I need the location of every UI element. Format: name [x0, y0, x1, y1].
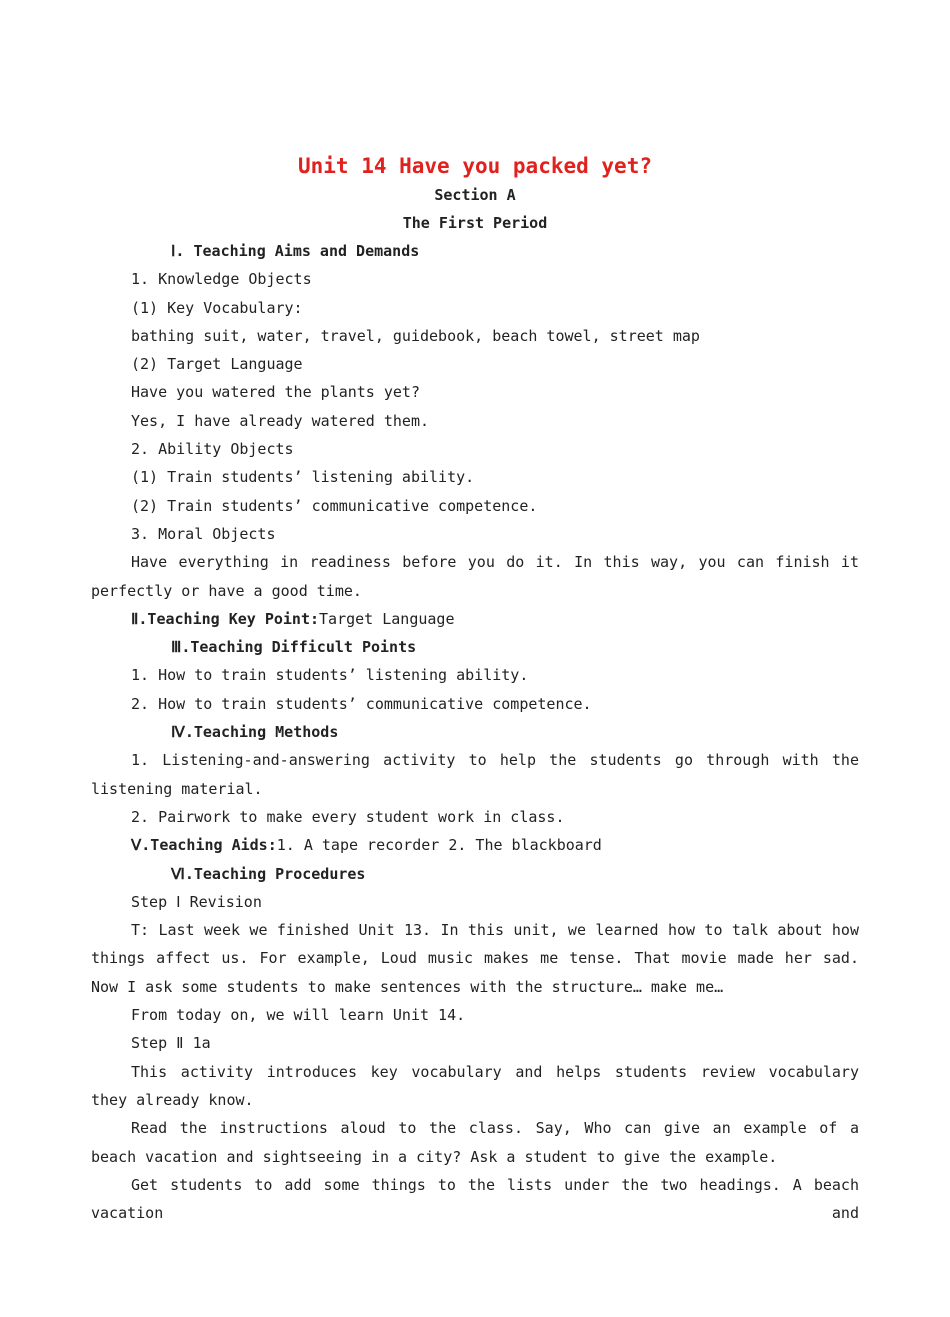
heading-text: Teaching Aids:: [150, 836, 277, 855]
line-from-today: From today on, we will learn Unit 14.: [131, 1006, 466, 1025]
paragraph-activity-intro: This activity introduces key vocabulary and helps students review vocabulary they already know.: [91, 1062, 859, 1109]
period-heading: The First Period: [402, 214, 548, 232]
line-knowledge-objects: 1. Knowledge Objects: [131, 270, 312, 289]
heading-teaching-aims: [91, 237, 859, 265]
line-listening-ability: (1) Train students’ listening ability.: [131, 468, 475, 487]
document-title: Unit 14 Have you packed yet?: [297, 154, 652, 178]
heading-number: Ⅱ.: [131, 609, 148, 628]
paragraph-teacher: T: Last week we finished Unit 13. In this unit, we learned how to talk about how things affect us. For example, Loud music makes me tense. That movie made her sad. Now I ask some students to make sentences with the structure… make me…: [91, 921, 859, 996]
line-step-2: Step Ⅱ 1a: [131, 1034, 211, 1053]
heading-text: Teaching Key Point:: [147, 609, 320, 628]
section-heading: Section A: [434, 186, 516, 204]
heading-number: Ⅰ.: [171, 242, 185, 260]
heading-text: Teaching Methods: [193, 723, 339, 742]
heading-text: Teaching Aims and Demands: [193, 242, 420, 260]
heading-teaching-aids: [91, 831, 859, 859]
line-moral-objects: 3. Moral Objects: [131, 524, 276, 543]
heading-number: Ⅵ.: [171, 864, 194, 883]
heading-text: Teaching Procedures: [193, 864, 366, 883]
heading-number: Ⅴ.: [131, 836, 151, 855]
line-step-1: Step Ⅰ Revision: [131, 892, 262, 911]
line-difficult-1: 1. How to train students’ listening ability.: [131, 666, 529, 685]
line-target-language: (2) Target Language: [131, 355, 303, 374]
heading-number: Ⅲ.: [171, 638, 191, 657]
heading-text: Teaching Difficult Points: [190, 638, 417, 657]
paragraph-read-instructions: Read the instructions aloud to the class. Say, Who can give an example of a beach vacation and sightseeing in a city? Ask a student to give the example.: [91, 1119, 859, 1166]
line-ability-objects: 2. Ability Objects: [131, 440, 294, 459]
line-vocabulary-list: bathing suit, water, travel, guidebook, beach towel, street map: [131, 326, 700, 345]
heading-key-point: [91, 605, 859, 633]
document-body: [91, 237, 859, 1227]
line-example-question: Have you watered the plants yet?: [131, 383, 420, 402]
heading-value: 1. A tape recorder 2. The blackboard: [276, 836, 602, 855]
paragraph-moral: Have everything in readiness before you do it. In this way, you can finish it perfectly or have a good time.: [91, 553, 859, 600]
line-key-vocabulary: (1) Key Vocabulary:: [131, 298, 303, 317]
heading-number: Ⅳ.: [171, 723, 194, 742]
line-example-answer: Yes, I have already watered them.: [131, 411, 430, 430]
heading-difficult-points: [91, 633, 859, 661]
heading-teaching-methods: [91, 718, 859, 746]
line-method-2: 2. Pairwork to make every student work in class.: [131, 807, 565, 826]
line-communicative-competence: (2) Train students’ communicative competence.: [131, 496, 538, 515]
heading-teaching-procedures: [91, 860, 859, 888]
line-difficult-2: 2. How to train students’ communicative competence.: [131, 694, 592, 713]
paragraph-method-1: 1. Listening-and-answering activity to help the students go through with the listening material.: [91, 751, 859, 798]
paragraph-get-students: Get students to add some things to the lists under the two headings. A beach vacation and: [91, 1175, 859, 1223]
heading-value: Target Language: [319, 609, 455, 628]
